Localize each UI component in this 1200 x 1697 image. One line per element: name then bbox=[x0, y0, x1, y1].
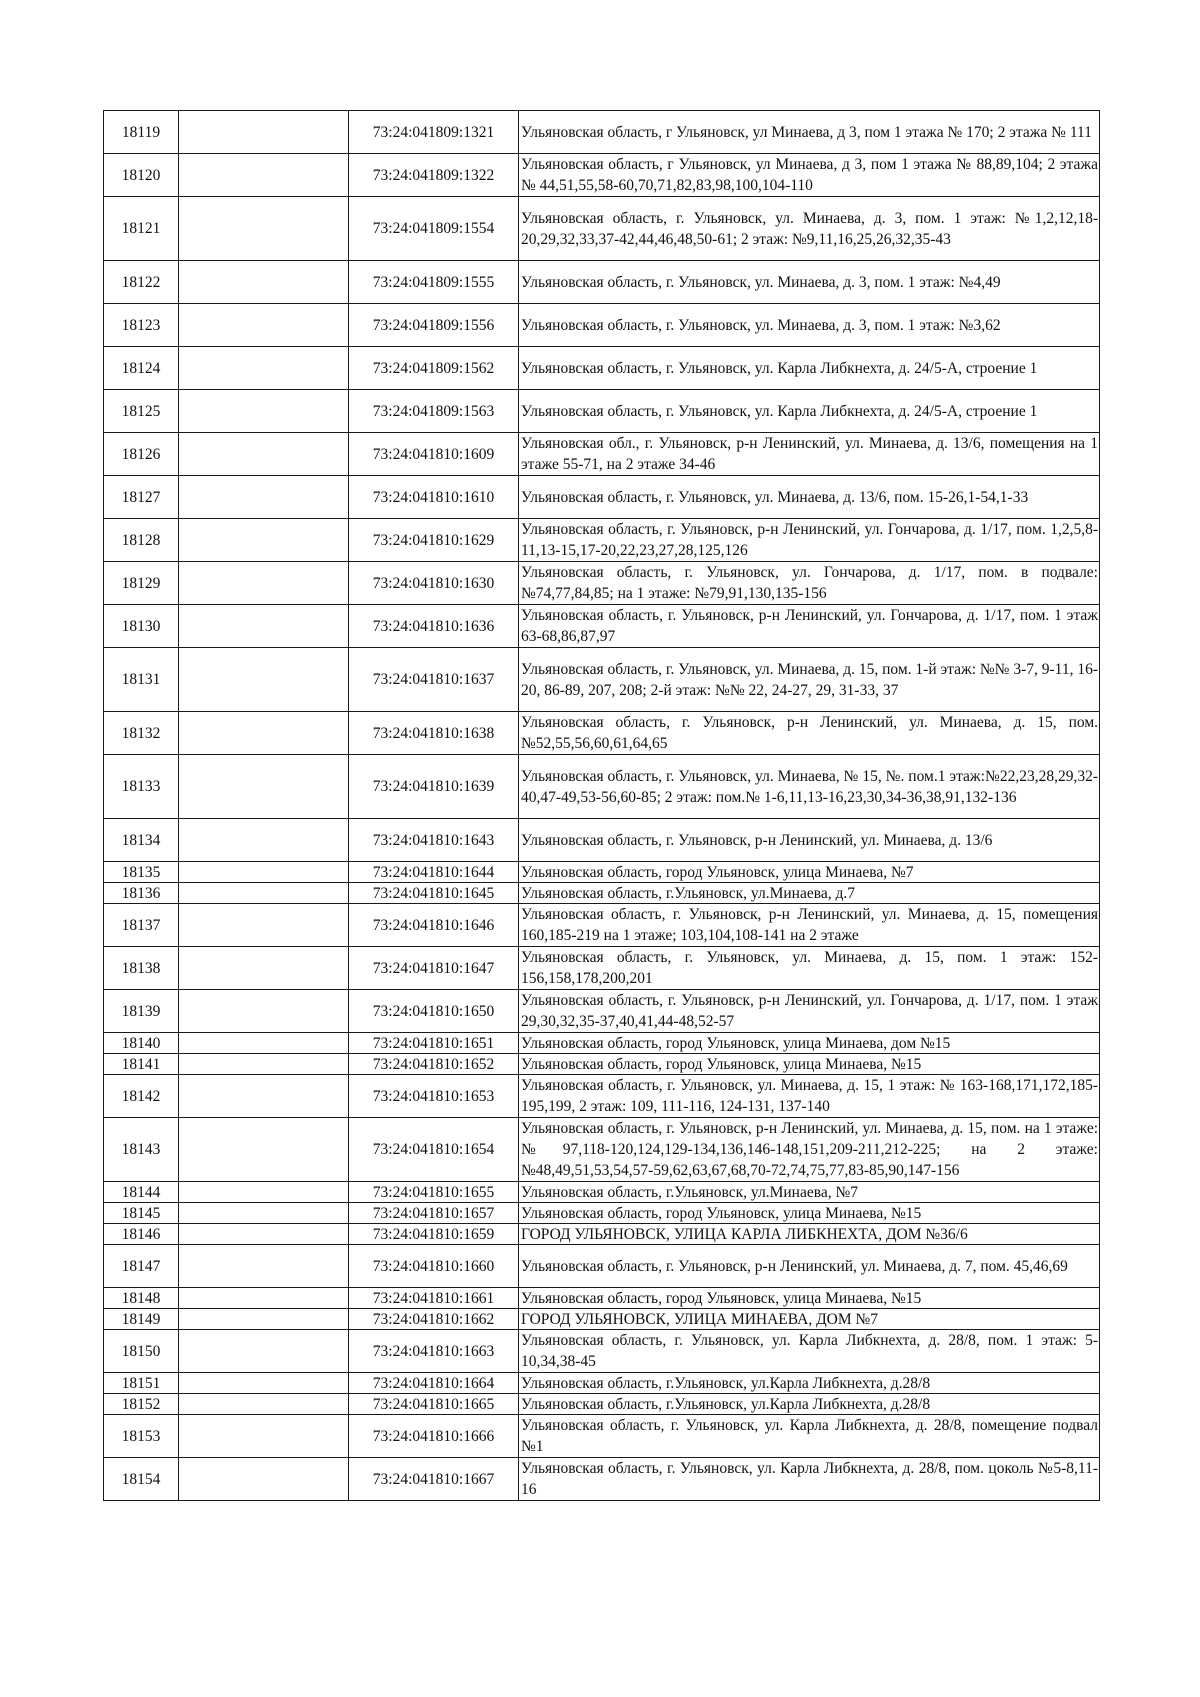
owner-cell bbox=[179, 1245, 349, 1288]
cadastral-number-cell: 73:24:041810:1662 bbox=[349, 1309, 519, 1330]
table-row bbox=[104, 433, 1100, 476]
row-number-cell: 18135 bbox=[104, 862, 179, 883]
address-cell: Ульяновская область, город Ульяновск, улица Минаева, №15 bbox=[519, 1288, 1100, 1309]
table-row bbox=[104, 819, 1100, 862]
cadastral-number-cell: 73:24:041810:1646 bbox=[349, 904, 519, 947]
address-cell: Ульяновская область, г. Ульяновск, ул. Карла Либкнехта, д. 28/8, пом. 1 этаж: 5-10,34,38-45 bbox=[519, 1330, 1100, 1373]
owner-cell bbox=[179, 904, 349, 947]
table-row bbox=[104, 755, 1100, 819]
cadastral-number-cell: 73:24:041810:1639 bbox=[349, 755, 519, 819]
row-number-cell: 18128 bbox=[104, 519, 179, 562]
owner-cell bbox=[179, 1394, 349, 1415]
row-number-cell: 18152 bbox=[104, 1394, 179, 1415]
address-cell: Ульяновская область, город Ульяновск, улица Минаева, №15 bbox=[519, 1203, 1100, 1224]
address-cell: Ульяновская область, г. Ульяновск, ул. Минаева, д. 3, пом. 1 этаж: №3,62 bbox=[519, 304, 1100, 347]
owner-cell bbox=[179, 862, 349, 883]
cadastral-number-cell: 73:24:041810:1647 bbox=[349, 947, 519, 990]
row-number-cell: 18121 bbox=[104, 197, 179, 261]
owner-cell bbox=[179, 433, 349, 476]
row-number-cell: 18139 bbox=[104, 990, 179, 1033]
table-body bbox=[104, 111, 1100, 1501]
table-row bbox=[104, 1203, 1100, 1224]
row-number-cell: 18153 bbox=[104, 1415, 179, 1458]
cadastral-number-cell: 73:24:041810:1650 bbox=[349, 990, 519, 1033]
address-cell: Ульяновская область, г Ульяновск, ул Минаева, д 3, пом 1 этажа № 88,89,104; 2 этажа № 44,51,55,58-60,70,71,82,83,98,100,104-110 bbox=[519, 154, 1100, 197]
cadastral-number-cell: 73:24:041810:1657 bbox=[349, 1203, 519, 1224]
cadastral-number-cell: 73:24:041810:1659 bbox=[349, 1224, 519, 1245]
row-number-cell: 18138 bbox=[104, 947, 179, 990]
address-cell: Ульяновская область, г. Ульяновск, р-н Ленинский, ул. Минаева, д. 7, пом. 45,46,69 bbox=[519, 1245, 1100, 1288]
cadastral-number-cell: 73:24:041809:1556 bbox=[349, 304, 519, 347]
address-cell: Ульяновская область, г.Ульяновск, ул.Минаева, №7 bbox=[519, 1182, 1100, 1203]
table-row bbox=[104, 261, 1100, 304]
cadastral-number-cell: 73:24:041810:1637 bbox=[349, 648, 519, 712]
row-number-cell: 18132 bbox=[104, 712, 179, 755]
row-number-cell: 18124 bbox=[104, 347, 179, 390]
owner-cell bbox=[179, 1075, 349, 1118]
owner-cell bbox=[179, 712, 349, 755]
cadastral-number-cell: 73:24:041810:1654 bbox=[349, 1118, 519, 1182]
row-number-cell: 18137 bbox=[104, 904, 179, 947]
address-cell: Ульяновская область, г. Ульяновск, ул. Минаева, д. 13/6, пом. 15-26,1-54,1-33 bbox=[519, 476, 1100, 519]
row-number-cell: 18126 bbox=[104, 433, 179, 476]
row-number-cell: 18119 bbox=[104, 111, 179, 154]
owner-cell bbox=[179, 111, 349, 154]
row-number-cell: 18125 bbox=[104, 390, 179, 433]
address-cell: Ульяновская область, г. Ульяновск, ул. Минаева, д. 3, пом. 1 этаж: №4,49 bbox=[519, 261, 1100, 304]
row-number-cell: 18122 bbox=[104, 261, 179, 304]
owner-cell bbox=[179, 1203, 349, 1224]
owner-cell bbox=[179, 476, 349, 519]
row-number-cell: 18136 bbox=[104, 883, 179, 904]
table-row bbox=[104, 712, 1100, 755]
row-number-cell: 18130 bbox=[104, 605, 179, 648]
address-cell: Ульяновская область, г. Ульяновск, ул. Минаева, д. 3, пом. 1 этаж: №1,2,12,18-20,29,32,33,37-42,44,46,48,50-61; 2 этаж: №9,11,16,25,26,32,35-43 bbox=[519, 197, 1100, 261]
table-row bbox=[104, 904, 1100, 947]
table-row bbox=[104, 1373, 1100, 1394]
table-row bbox=[104, 1118, 1100, 1182]
table-row bbox=[104, 304, 1100, 347]
cadastral-number-cell: 73:24:041810:1663 bbox=[349, 1330, 519, 1373]
cadastral-number-cell: 73:24:041809:1555 bbox=[349, 261, 519, 304]
cadastral-number-cell: 73:24:041809:1562 bbox=[349, 347, 519, 390]
address-cell: Ульяновская область, г. Ульяновск, р-н Ленинский, ул. Минаева, д. 15, помещения 160,185-219 на 1 этаже; 103,104,108-141 на 2 этаже bbox=[519, 904, 1100, 947]
address-cell: Ульяновская область, г. Ульяновск, р-н Ленинский, ул. Гончарова, д. 1/17, пом. 1 этаж 63-68,86,87,97 bbox=[519, 605, 1100, 648]
table-row bbox=[104, 1288, 1100, 1309]
table-row bbox=[104, 1224, 1100, 1245]
address-cell: Ульяновская область, г. Ульяновск, ул. Гончарова, д. 1/17, пом. в подвале: №74,77,84,85; на 1 этаже: №79,91,130,135-156 bbox=[519, 562, 1100, 605]
table-row bbox=[104, 947, 1100, 990]
owner-cell bbox=[179, 154, 349, 197]
cadastral-number-cell: 73:24:041810:1667 bbox=[349, 1458, 519, 1501]
table-row bbox=[104, 990, 1100, 1033]
address-cell: Ульяновская область, город Ульяновск, улица Минаева, №7 bbox=[519, 862, 1100, 883]
cadastral-number-cell: 73:24:041810:1660 bbox=[349, 1245, 519, 1288]
owner-cell bbox=[179, 304, 349, 347]
table-row bbox=[104, 347, 1100, 390]
cadastral-number-cell: 73:24:041810:1643 bbox=[349, 819, 519, 862]
row-number-cell: 18147 bbox=[104, 1245, 179, 1288]
table-row bbox=[104, 519, 1100, 562]
cadastral-number-cell: 73:24:041810:1665 bbox=[349, 1394, 519, 1415]
row-number-cell: 18140 bbox=[104, 1033, 179, 1054]
address-cell: Ульяновская область, г. Ульяновск, р-н Ленинский, ул. Гончарова, д. 1/17, пом. 1 этаж 29,30,32,35-37,40,41,44-48,52-57 bbox=[519, 990, 1100, 1033]
table-row bbox=[104, 1033, 1100, 1054]
address-cell: ГОРОД УЛЬЯНОВСК, УЛИЦА МИНАЕВА, ДОМ №7 bbox=[519, 1309, 1100, 1330]
cadastral-number-cell: 73:24:041809:1322 bbox=[349, 154, 519, 197]
address-cell: Ульяновская область, г.Ульяновск, ул.Карла Либкнехта, д.28/8 bbox=[519, 1373, 1100, 1394]
cadastral-number-cell: 73:24:041810:1629 bbox=[349, 519, 519, 562]
address-cell: Ульяновская область, город Ульяновск, улица Минаева, №15 bbox=[519, 1054, 1100, 1075]
cadastral-number-cell: 73:24:041810:1653 bbox=[349, 1075, 519, 1118]
owner-cell bbox=[179, 1458, 349, 1501]
owner-cell bbox=[179, 755, 349, 819]
cadastral-number-cell: 73:24:041810:1636 bbox=[349, 605, 519, 648]
owner-cell bbox=[179, 197, 349, 261]
table-row bbox=[104, 1245, 1100, 1288]
address-cell: Ульяновская обл., г. Ульяновск, р-н Ленинский, ул. Минаева, д. 13/6, помещения на 1 этаже 55-71, на 2 этаже 34-46 bbox=[519, 433, 1100, 476]
owner-cell bbox=[179, 347, 349, 390]
address-cell: Ульяновская область, г. Ульяновск, р-н Ленинский, ул. Минаева, д. 15, пом. на 1 этаже: №97,118-120,124,129-134,136,146-148,151,209-211,212-225; на 2 этаже: №48,49,51,53,54,57-59,62,63,67,68,70-72,74,75,77,83-85,90,147-156 bbox=[519, 1118, 1100, 1182]
cadastral-number-cell: 73:24:041810:1609 bbox=[349, 433, 519, 476]
owner-cell bbox=[179, 261, 349, 304]
owner-cell bbox=[179, 1224, 349, 1245]
table-row bbox=[104, 1075, 1100, 1118]
row-number-cell: 18123 bbox=[104, 304, 179, 347]
row-number-cell: 18146 bbox=[104, 1224, 179, 1245]
address-cell: Ульяновская область, город Ульяновск, улица Минаева, дом №15 bbox=[519, 1033, 1100, 1054]
owner-cell bbox=[179, 1288, 349, 1309]
owner-cell bbox=[179, 605, 349, 648]
address-cell: Ульяновская область, г. Ульяновск, ул. Карла Либкнехта, д. 24/5-А, строение 1 bbox=[519, 390, 1100, 433]
table-row bbox=[104, 1458, 1100, 1501]
row-number-cell: 18120 bbox=[104, 154, 179, 197]
address-cell: Ульяновская область, г.Ульяновск, ул.Карла Либкнехта, д.28/8 bbox=[519, 1394, 1100, 1415]
owner-cell bbox=[179, 1054, 349, 1075]
table-row bbox=[104, 390, 1100, 433]
address-cell: Ульяновская область, г. Ульяновск, ул. Карла Либкнехта, д. 28/8, пом. цоколь №5-8,11-16 bbox=[519, 1458, 1100, 1501]
cadastral-number-cell: 73:24:041810:1651 bbox=[349, 1033, 519, 1054]
cadastral-number-cell: 73:24:041810:1645 bbox=[349, 883, 519, 904]
address-cell: Ульяновская область, г. Ульяновск, ул. Минаева, д. 15, пом. 1-й этаж: №№ 3-7, 9-11, 16-20, 86-89, 207, 208; 2-й этаж: №№ 22, 24-27, 29, 31-33, 37 bbox=[519, 648, 1100, 712]
cadastral-number-cell: 73:24:041810:1661 bbox=[349, 1288, 519, 1309]
cadastral-number-cell: 73:24:041810:1644 bbox=[349, 862, 519, 883]
row-number-cell: 18149 bbox=[104, 1309, 179, 1330]
owner-cell bbox=[179, 990, 349, 1033]
owner-cell bbox=[179, 648, 349, 712]
address-cell: Ульяновская область, г Ульяновск, ул Минаева, д 3, пом 1 этажа № 170; 2 этажа № 111 bbox=[519, 111, 1100, 154]
cadastral-number-cell: 73:24:041809:1554 bbox=[349, 197, 519, 261]
cadastral-number-cell: 73:24:041809:1563 bbox=[349, 390, 519, 433]
owner-cell bbox=[179, 390, 349, 433]
row-number-cell: 18127 bbox=[104, 476, 179, 519]
cadastral-number-cell: 73:24:041810:1610 bbox=[349, 476, 519, 519]
address-cell: Ульяновская область, г. Ульяновск, ул. Минаева, д. 15, 1 этаж: № 163-168,171,172,185-195,199, 2 этаж: 109, 111-116, 124-131, 137-140 bbox=[519, 1075, 1100, 1118]
cadastral-number-cell: 73:24:041810:1652 bbox=[349, 1054, 519, 1075]
address-cell: Ульяновская область, г. Ульяновск, р-н Ленинский, ул. Гончарова, д. 1/17, пом. 1,2,5,8-11,13-15,17-20,22,23,27,28,125,126 bbox=[519, 519, 1100, 562]
table-row bbox=[104, 1415, 1100, 1458]
table-row bbox=[104, 862, 1100, 883]
row-number-cell: 18148 bbox=[104, 1288, 179, 1309]
table-row bbox=[104, 154, 1100, 197]
row-number-cell: 18145 bbox=[104, 1203, 179, 1224]
table-row bbox=[104, 1182, 1100, 1203]
cadastral-number-cell: 73:24:041809:1321 bbox=[349, 111, 519, 154]
owner-cell bbox=[179, 1415, 349, 1458]
table-row bbox=[104, 605, 1100, 648]
cadastral-number-cell: 73:24:041810:1638 bbox=[349, 712, 519, 755]
address-cell: Ульяновская область, г. Ульяновск, ул. Карла Либкнехта, д. 24/5-А, строение 1 bbox=[519, 347, 1100, 390]
address-cell: Ульяновская область, г.Ульяновск, ул.Минаева, д.7 bbox=[519, 883, 1100, 904]
owner-cell bbox=[179, 562, 349, 605]
row-number-cell: 18144 bbox=[104, 1182, 179, 1203]
table-row bbox=[104, 111, 1100, 154]
cadastral-number-cell: 73:24:041810:1630 bbox=[349, 562, 519, 605]
table-row bbox=[104, 1309, 1100, 1330]
table-row bbox=[104, 1054, 1100, 1075]
owner-cell bbox=[179, 519, 349, 562]
address-cell: Ульяновская область, г. Ульяновск, ул. Минаева, № 15, №. пом.1 этаж:№22,23,28,29,32-40,47-49,53-56,60-85; 2 этаж: пом.№ 1-6,11,13-16,23,30,34-36,38,91,132-136 bbox=[519, 755, 1100, 819]
row-number-cell: 18143 bbox=[104, 1118, 179, 1182]
address-cell: ГОРОД УЛЬЯНОВСК, УЛИЦА КАРЛА ЛИБКНЕХТА, ДОМ №36/6 bbox=[519, 1224, 1100, 1245]
table-row bbox=[104, 476, 1100, 519]
owner-cell bbox=[179, 883, 349, 904]
owner-cell bbox=[179, 1033, 349, 1054]
address-cell: Ульяновская область, г. Ульяновск, ул. Карла Либкнехта, д. 28/8, помещение подвал №1 bbox=[519, 1415, 1100, 1458]
property-table bbox=[103, 110, 1100, 1501]
table-row bbox=[104, 562, 1100, 605]
address-cell: Ульяновская область, г. Ульяновск, р-н Ленинский, ул. Минаева, д. 13/6 bbox=[519, 819, 1100, 862]
owner-cell bbox=[179, 1373, 349, 1394]
owner-cell bbox=[179, 1118, 349, 1182]
table-row bbox=[104, 1330, 1100, 1373]
address-cell: Ульяновская область, г. Ульяновск, р-н Ленинский, ул. Минаева, д. 15, пом. №52,55,56,60,61,64,65 bbox=[519, 712, 1100, 755]
row-number-cell: 18151 bbox=[104, 1373, 179, 1394]
row-number-cell: 18141 bbox=[104, 1054, 179, 1075]
table-row bbox=[104, 648, 1100, 712]
row-number-cell: 18131 bbox=[104, 648, 179, 712]
table-row bbox=[104, 1394, 1100, 1415]
owner-cell bbox=[179, 1330, 349, 1373]
address-cell: Ульяновская область, г. Ульяновск, ул. Минаева, д. 15, пом. 1 этаж: 152-156,158,178,200,201 bbox=[519, 947, 1100, 990]
cadastral-number-cell: 73:24:041810:1664 bbox=[349, 1373, 519, 1394]
owner-cell bbox=[179, 1309, 349, 1330]
owner-cell bbox=[179, 1182, 349, 1203]
table-row bbox=[104, 197, 1100, 261]
row-number-cell: 18154 bbox=[104, 1458, 179, 1501]
cadastral-number-cell: 73:24:041810:1655 bbox=[349, 1182, 519, 1203]
row-number-cell: 18129 bbox=[104, 562, 179, 605]
owner-cell bbox=[179, 819, 349, 862]
table-row bbox=[104, 883, 1100, 904]
row-number-cell: 18134 bbox=[104, 819, 179, 862]
row-number-cell: 18150 bbox=[104, 1330, 179, 1373]
owner-cell bbox=[179, 947, 349, 990]
row-number-cell: 18142 bbox=[104, 1075, 179, 1118]
row-number-cell: 18133 bbox=[104, 755, 179, 819]
cadastral-number-cell: 73:24:041810:1666 bbox=[349, 1415, 519, 1458]
